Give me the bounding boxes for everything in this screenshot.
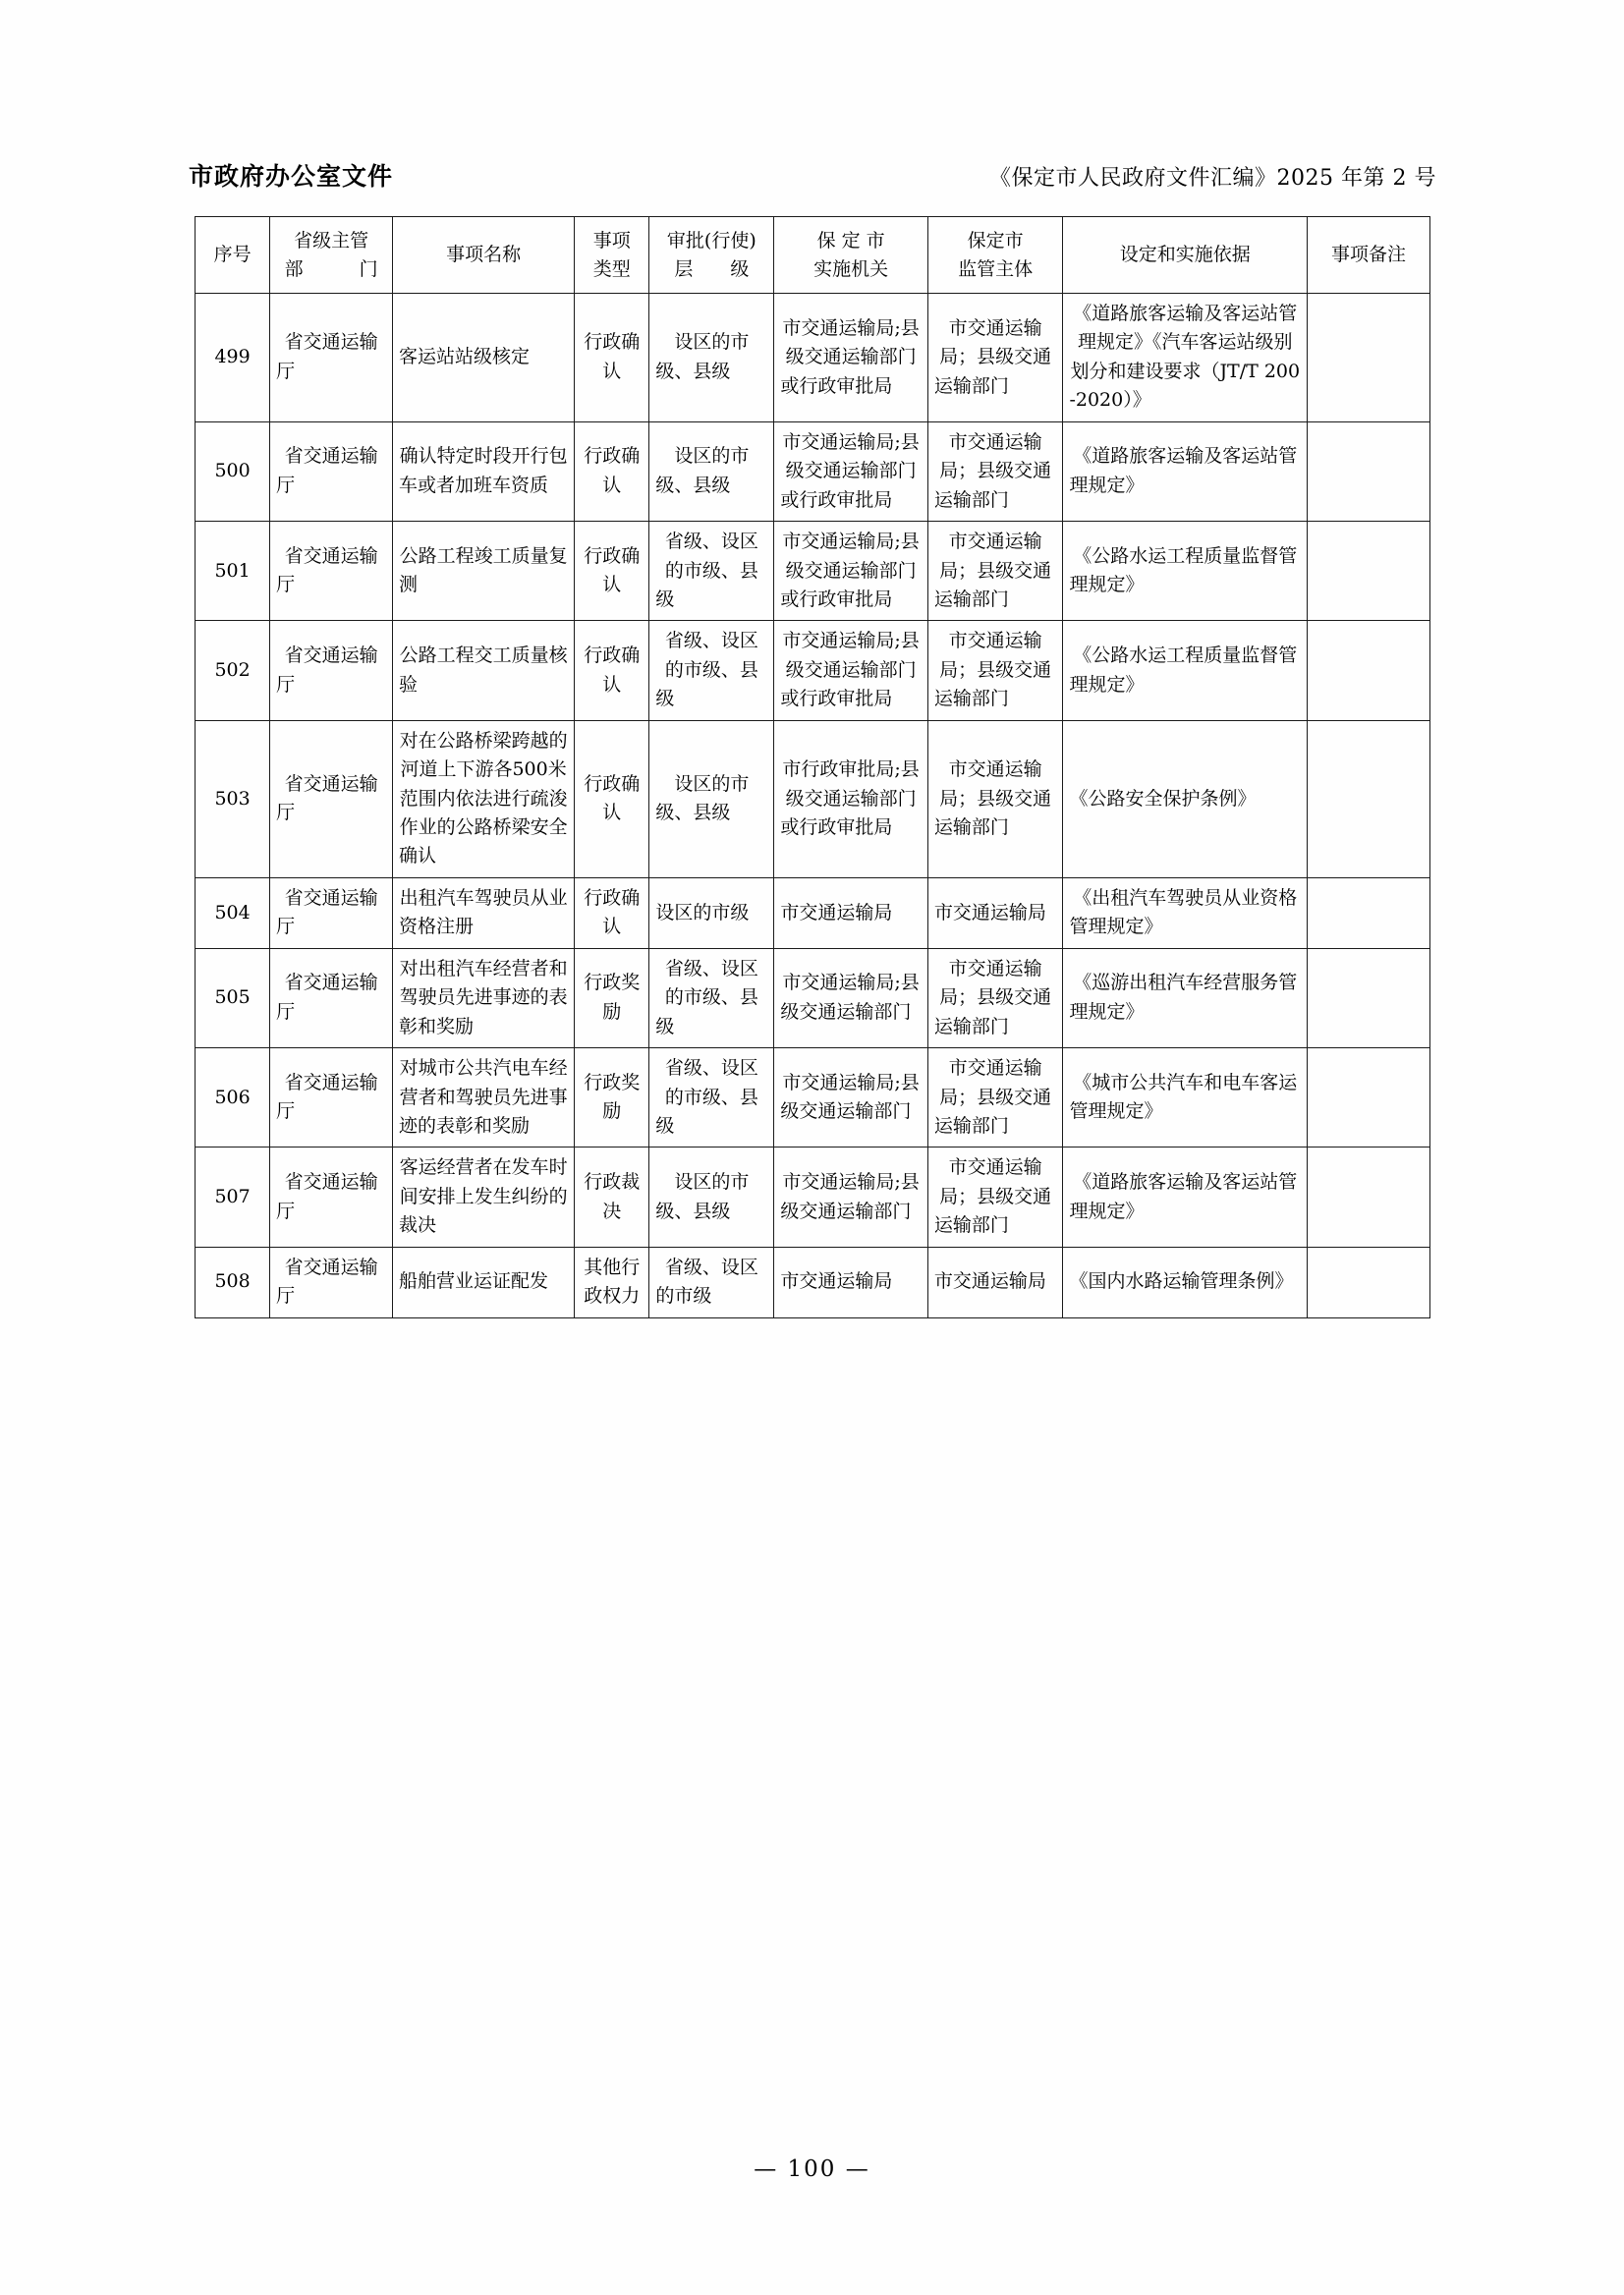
table-row: [196, 948, 1430, 1047]
cell-type: 行政确认: [575, 294, 649, 422]
cell-org: 市交通运输局;县级交通运输部门或行政审批局: [774, 621, 928, 720]
column-header-note: [1308, 217, 1430, 294]
cell-level: 省级、设区的市级: [649, 1247, 774, 1317]
cell-basis: 《公路水运工程质量监督管理规定》: [1063, 621, 1308, 720]
cell-sup: 市交通运输局: [927, 1247, 1063, 1317]
column-header-basis: [1063, 217, 1308, 294]
cell-sup: 市交通运输局；县级交通运输部门: [927, 294, 1063, 422]
catalog-table-wrapper: [195, 216, 1430, 1318]
cell-level: 省级、设区的市级、县级: [649, 621, 774, 720]
cell-note: [1308, 877, 1430, 948]
column-header-org-line1: 保 定 市: [816, 230, 885, 252]
cell-dept: 省交通运输厅: [270, 621, 393, 720]
cell-basis: 《出租汽车驾驶员从业资格管理规定》: [1063, 877, 1308, 948]
table-row: [196, 1247, 1430, 1317]
column-header-name: [393, 217, 575, 294]
catalog-table: [195, 216, 1430, 1318]
cell-type: 其他行政权力: [575, 1247, 649, 1317]
page-number: — 100 —: [754, 2156, 870, 2182]
cell-seq: 505: [196, 948, 270, 1047]
cell-level: 省级、设区的市级、县级: [649, 948, 774, 1047]
cell-basis: 《国内水路运输管理条例》: [1063, 1247, 1308, 1317]
cell-seq: 508: [196, 1247, 270, 1317]
table-row: [196, 877, 1430, 948]
cell-dept: 省交通运输厅: [270, 948, 393, 1047]
page-header: [189, 157, 1436, 193]
header-right-title: 《保定市人民政府文件汇编》2025 年第 2 号: [989, 166, 1436, 191]
cell-org: 市交通运输局: [774, 877, 928, 948]
cell-type: 行政确认: [575, 522, 649, 621]
cell-dept: 省交通运输厅: [270, 720, 393, 877]
cell-org: 市交通运输局;县级交通运输部门或行政审批局: [774, 522, 928, 621]
table-row: [196, 522, 1430, 621]
cell-dept: 省交通运输厅: [270, 294, 393, 422]
cell-name: 公路工程交工质量核验: [393, 621, 575, 720]
cell-note: [1308, 294, 1430, 422]
cell-sup: 市交通运输局；县级交通运输部门: [927, 948, 1063, 1047]
table-row: [196, 621, 1430, 720]
table-header-row: [196, 217, 1430, 294]
cell-basis: 《道路旅客运输及客运站管理规定》《汽车客运站级别划分和建设要求（JT/T 200-2020）》: [1063, 294, 1308, 422]
column-header-type: [575, 217, 649, 294]
cell-name: 对在公路桥梁跨越的河道上下游各500米范围内依法进行疏浚作业的公路桥梁安全确认: [393, 720, 575, 877]
cell-sup: 市交通运输局；县级交通运输部门: [927, 522, 1063, 621]
cell-basis: 《巡游出租汽车经营服务管理规定》: [1063, 948, 1308, 1047]
cell-dept: 省交通运输厅: [270, 522, 393, 621]
cell-org: 市交通运输局;县级交通运输部门或行政审批局: [774, 421, 928, 521]
cell-name: 公路工程竣工质量复测: [393, 522, 575, 621]
table-row: [196, 294, 1430, 422]
cell-sup: 市交通运输局: [927, 877, 1063, 948]
column-header-dept: [270, 217, 393, 294]
cell-seq: 506: [196, 1048, 270, 1148]
column-header-sup-line1: 保定市: [967, 230, 1024, 252]
cell-org: 市交通运输局;县级交通运输部门: [774, 948, 928, 1047]
column-header-dept-line2: 部 门: [284, 257, 378, 280]
header-left-title: 市政府办公室文件: [189, 162, 394, 191]
column-header-sup: [927, 217, 1063, 294]
cell-seq: 504: [196, 877, 270, 948]
cell-seq: 499: [196, 294, 270, 422]
cell-sup: 市交通运输局；县级交通运输部门: [927, 421, 1063, 521]
cell-dept: 省交通运输厅: [270, 1148, 393, 1247]
cell-note: [1308, 720, 1430, 877]
cell-dept: 省交通运输厅: [270, 421, 393, 521]
cell-basis: 《公路安全保护条例》: [1063, 720, 1308, 877]
cell-org: 市交通运输局;县级交通运输部门或行政审批局: [774, 294, 928, 422]
cell-org: 市行政审批局;县级交通运输部门或行政审批局: [774, 720, 928, 877]
cell-seq: 501: [196, 522, 270, 621]
cell-dept: 省交通运输厅: [270, 877, 393, 948]
column-header-seq-line1: 序号: [213, 244, 252, 266]
cell-type: 行政确认: [575, 877, 649, 948]
cell-level: 省级、设区的市级、县级: [649, 522, 774, 621]
table-row: [196, 720, 1430, 877]
cell-type: 行政确认: [575, 621, 649, 720]
table-body: [196, 294, 1430, 1318]
cell-note: [1308, 948, 1430, 1047]
column-header-type-line2: 类型: [592, 257, 631, 280]
cell-basis: 《道路旅客运输及客运站管理规定》: [1063, 1148, 1308, 1247]
column-header-level: [649, 217, 774, 294]
cell-sup: 市交通运输局；县级交通运输部门: [927, 621, 1063, 720]
column-header-org-line2: 实施机关: [813, 257, 889, 280]
cell-level: 设区的市级: [649, 877, 774, 948]
cell-note: [1308, 421, 1430, 521]
cell-seq: 500: [196, 421, 270, 521]
cell-basis: 《公路水运工程质量监督管理规定》: [1063, 522, 1308, 621]
cell-name: 出租汽车驾驶员从业资格注册: [393, 877, 575, 948]
cell-seq: 507: [196, 1148, 270, 1247]
column-header-seq: [196, 217, 270, 294]
cell-type: 行政裁决: [575, 1148, 649, 1247]
cell-level: 设区的市级、县级: [649, 720, 774, 877]
cell-type: 行政确认: [575, 720, 649, 877]
cell-name: 客运站站级核定: [393, 294, 575, 422]
table-row: [196, 1148, 1430, 1247]
cell-org: 市交通运输局;县级交通运输部门: [774, 1148, 928, 1247]
cell-note: [1308, 522, 1430, 621]
column-header-note-line1: 事项备注: [1331, 244, 1407, 266]
column-header-level-line1: 审批(行使): [666, 230, 756, 252]
column-header-org: [774, 217, 928, 294]
cell-type: 行政确认: [575, 421, 649, 521]
cell-basis: 《城市公共汽车和电车客运管理规定》: [1063, 1048, 1308, 1148]
column-header-name-line1: 事项名称: [446, 244, 522, 266]
column-header-basis-line1: 设定和实施依据: [1119, 244, 1251, 266]
column-header-sup-line2: 监管主体: [958, 257, 1034, 280]
cell-sup: 市交通运输局；县级交通运输部门: [927, 1148, 1063, 1247]
column-header-type-line1: 事项: [592, 230, 631, 252]
cell-sup: 市交通运输局；县级交通运输部门: [927, 1048, 1063, 1148]
cell-sup: 市交通运输局；县级交通运输部门: [927, 720, 1063, 877]
cell-dept: 省交通运输厅: [270, 1247, 393, 1317]
cell-name: 对出租汽车经营者和驾驶员先进事迹的表彰和奖励: [393, 948, 575, 1047]
cell-seq: 503: [196, 720, 270, 877]
cell-org: 市交通运输局;县级交通运输部门: [774, 1048, 928, 1148]
cell-type: 行政奖励: [575, 1048, 649, 1148]
column-header-dept-line1: 省级主管: [294, 230, 369, 252]
cell-type: 行政奖励: [575, 948, 649, 1047]
cell-note: [1308, 1048, 1430, 1148]
cell-note: [1308, 1247, 1430, 1317]
cell-name: 确认特定时段开行包车或者加班车资质: [393, 421, 575, 521]
cell-level: 设区的市级、县级: [649, 1148, 774, 1247]
cell-level: 设区的市级、县级: [649, 421, 774, 521]
table-row: [196, 421, 1430, 521]
cell-level: 设区的市级、县级: [649, 294, 774, 422]
table-row: [196, 1048, 1430, 1148]
cell-name: 对城市公共汽电车经营者和驾驶员先进事迹的表彰和奖励: [393, 1048, 575, 1148]
cell-basis: 《道路旅客运输及客运站管理规定》: [1063, 421, 1308, 521]
cell-dept: 省交通运输厅: [270, 1048, 393, 1148]
cell-note: [1308, 1148, 1430, 1247]
column-header-level-line2: 层 级: [674, 257, 750, 280]
cell-name: 船舶营业运证配发: [393, 1247, 575, 1317]
cell-org: 市交通运输局: [774, 1247, 928, 1317]
cell-seq: 502: [196, 621, 270, 720]
cell-name: 客运经营者在发车时间安排上发生纠纷的裁决: [393, 1148, 575, 1247]
cell-level: 省级、设区的市级、县级: [649, 1048, 774, 1148]
cell-note: [1308, 621, 1430, 720]
